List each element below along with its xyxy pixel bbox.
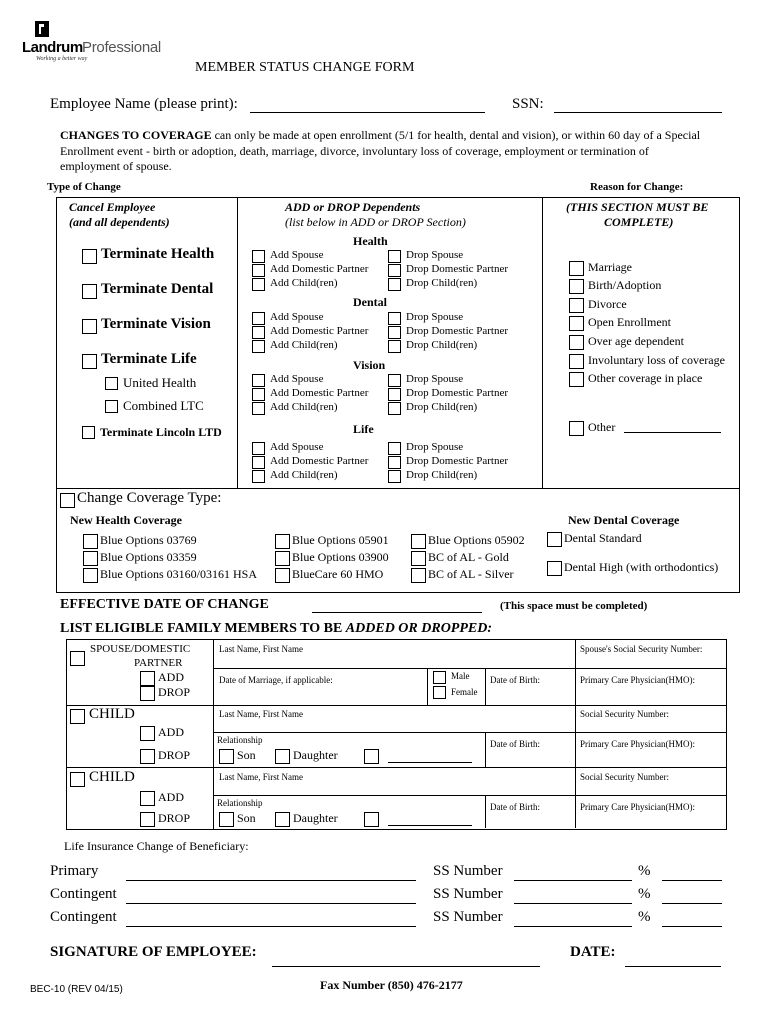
logo-mark-icon: [34, 20, 52, 40]
health-heading: Health: [353, 234, 388, 248]
spouse-female-checkbox[interactable]: [433, 686, 446, 699]
child2-drop-checkbox[interactable]: [140, 812, 155, 827]
bc-al-gold-checkbox[interactable]: [411, 551, 426, 566]
life-beneficiary-label: Life Insurance Change of Beneficiary:: [64, 839, 249, 853]
reason-other-field[interactable]: [624, 432, 721, 433]
reason-birth-label: Birth/Adoption: [588, 278, 662, 292]
health-add-dp-label: Add Domestic Partner: [270, 263, 369, 275]
health-drop-child-checkbox[interactable]: [388, 278, 401, 291]
bc-al-gold-label: BC of AL - Gold: [428, 550, 509, 564]
new-dental-heading: New Dental Coverage: [568, 513, 680, 527]
child1-add-checkbox[interactable]: [140, 726, 155, 741]
divider: [485, 795, 486, 828]
child1-relationship-label: Relationship: [217, 735, 263, 745]
dental-drop-dp-checkbox[interactable]: [388, 326, 401, 339]
reason-open-enrollment-checkbox[interactable]: [569, 316, 584, 331]
spouse-label-1: SPOUSE/DOMESTIC: [90, 643, 191, 655]
coverage-note-line1: can only be made at open enrollment (5/1 for health, dental and vision), or within 60 day of a Special: [211, 128, 701, 142]
combined-ltc-checkbox[interactable]: [105, 400, 118, 413]
life-add-dp-checkbox[interactable]: [252, 456, 265, 469]
health-drop-dp-checkbox[interactable]: [388, 264, 401, 277]
life-drop-spouse-checkbox[interactable]: [388, 442, 401, 455]
add-drop-h2: (list below in ADD or DROP Section): [285, 215, 466, 229]
health-add-child-checkbox[interactable]: [252, 278, 265, 291]
dental-add-child-checkbox[interactable]: [252, 340, 265, 353]
blue-options-05902-checkbox[interactable]: [411, 534, 426, 549]
bc-al-silver-label: BC of AL - Silver: [428, 567, 514, 581]
life-drop-spouse-label: Drop Spouse: [406, 441, 464, 453]
terminate-lincoln-label: Terminate Lincoln LTD: [100, 425, 222, 439]
employee-name-label: Employee Name (please print):: [50, 96, 238, 112]
change-coverage-label: Change Coverage Type:: [77, 490, 222, 506]
spouse-drop-checkbox[interactable]: [140, 686, 155, 701]
child2-relationship-label: Relationship: [217, 798, 263, 808]
employee-name-field[interactable]: [250, 112, 485, 113]
reason-involuntary-checkbox[interactable]: [569, 354, 584, 369]
primary-ss-field[interactable]: [514, 880, 632, 881]
health-add-dp-checkbox[interactable]: [252, 264, 265, 277]
reason-over-age-label: Over age dependent: [588, 334, 684, 348]
vision-drop-spouse-label: Drop Spouse: [406, 373, 464, 385]
effective-date-note: (This space must be completed): [500, 600, 648, 612]
divider: [575, 768, 576, 828]
life-add-child-checkbox[interactable]: [252, 470, 265, 483]
blue-options-03900-label: Blue Options 03900: [292, 550, 389, 564]
fax-number: Fax Number (850) 476-2177: [320, 978, 463, 992]
child2-add-label: ADD: [158, 790, 184, 804]
child2-daughter-checkbox[interactable]: [275, 812, 290, 827]
life-add-spouse-checkbox[interactable]: [252, 442, 265, 455]
life-drop-dp-checkbox[interactable]: [388, 456, 401, 469]
bc-al-silver-checkbox[interactable]: [411, 568, 426, 583]
primary-percent-label: %: [638, 863, 651, 879]
child1-name-label: Last Name, First Name: [219, 709, 303, 719]
terminate-dental-checkbox[interactable]: [82, 284, 97, 299]
contingent1-ss-field[interactable]: [514, 903, 632, 904]
reason-other-label: Other: [588, 420, 616, 434]
reason-other-coverage-label: Other coverage in place: [588, 371, 703, 385]
coverage-note-bold: CHANGES TO COVERAGE: [60, 128, 212, 142]
health-add-child-label: Add Child(ren): [270, 277, 338, 289]
coverage-note-line3: employment of spouse.: [60, 159, 172, 173]
blue-options-03359-label: Blue Options 03359: [100, 550, 197, 564]
child2-checkbox[interactable]: [70, 772, 85, 787]
spouse-ssn-label: Spouse's Social Security Number:: [580, 644, 703, 654]
cancel-col-h2: (and all dependents): [69, 215, 170, 229]
blue-options-05901-label: Blue Options 05901: [292, 533, 389, 547]
health-drop-child-label: Drop Child(ren): [406, 277, 478, 289]
child2-drop-label: DROP: [158, 811, 191, 825]
coverage-note-line2: Enrollment event - birth or adoption, death, marriage, divorce, involuntary loss of coverage, employment or termination of: [60, 143, 649, 158]
blue-options-03769-checkbox[interactable]: [83, 534, 98, 549]
dental-drop-spouse-label: Drop Spouse: [406, 311, 464, 323]
vision-drop-dp-checkbox[interactable]: [388, 388, 401, 401]
contingent1-name-field[interactable]: [126, 903, 416, 904]
united-health-checkbox[interactable]: [105, 377, 118, 390]
divider: [427, 668, 428, 705]
vision-add-child-checkbox[interactable]: [252, 402, 265, 415]
dental-standard-checkbox[interactable]: [547, 532, 562, 547]
vision-add-spouse-label: Add Spouse: [270, 373, 324, 385]
form-title: MEMBER STATUS CHANGE FORM: [195, 60, 415, 75]
cancel-col-h1: Cancel Employee: [69, 200, 156, 214]
child2-daughter-label: Daughter: [293, 811, 338, 825]
bluecare-60-checkbox[interactable]: [275, 568, 290, 583]
health-add-spouse-checkbox[interactable]: [252, 250, 265, 263]
reason-involuntary-label: Involuntary loss of coverage: [588, 353, 725, 367]
contingent1-ss-label: SS Number: [433, 886, 503, 902]
dental-add-spouse-label: Add Spouse: [270, 311, 324, 323]
effective-date-label: EFFECTIVE DATE OF CHANGE: [60, 597, 269, 612]
blue-options-hsa-label: Blue Options 03160/03161 HSA: [100, 567, 258, 581]
child1-drop-checkbox[interactable]: [140, 749, 155, 764]
dental-high-label: Dental High (with orthodontics): [564, 560, 719, 574]
blue-options-05902-label: Blue Options 05902: [428, 533, 525, 547]
divider: [67, 705, 726, 706]
primary-name-field[interactable]: [126, 880, 416, 881]
form-code: BEC-10 (REV 04/15): [30, 984, 123, 995]
spouse-drop-label: DROP: [158, 685, 191, 699]
terminate-dental-label: Terminate Dental: [101, 281, 214, 297]
vision-add-child-label: Add Child(ren): [270, 401, 338, 413]
divider: [67, 767, 726, 768]
contingent1-label: Contingent: [50, 886, 117, 902]
divider: [485, 668, 486, 705]
contingent2-percent-field[interactable]: [662, 926, 722, 927]
divider: [575, 706, 576, 767]
child1-daughter-checkbox[interactable]: [275, 749, 290, 764]
child1-drop-label: DROP: [158, 748, 191, 762]
divider: [237, 198, 238, 488]
logo-suffix: Professional: [82, 39, 161, 56]
terminate-vision-checkbox[interactable]: [82, 319, 97, 334]
dental-heading: Dental: [353, 295, 387, 309]
child2-ssn-label: Social Security Number:: [580, 772, 669, 782]
terminate-vision-label: Terminate Vision: [101, 316, 211, 332]
vision-drop-spouse-checkbox[interactable]: [388, 374, 401, 387]
contingent2-percent-label: %: [638, 909, 651, 925]
life-heading: Life: [353, 422, 374, 436]
child2-other-checkbox[interactable]: [364, 812, 379, 827]
vision-heading: Vision: [353, 358, 386, 372]
signature-field[interactable]: [272, 966, 540, 967]
vision-drop-child-label: Drop Child(ren): [406, 401, 478, 413]
date-field[interactable]: [625, 966, 721, 967]
reason-marriage-label: Marriage: [588, 260, 632, 274]
terminate-lincoln-checkbox[interactable]: [82, 426, 95, 439]
spouse-name-label: Last Name, First Name: [219, 644, 303, 654]
life-drop-dp-label: Drop Domestic Partner: [406, 455, 509, 467]
contingent1-percent-field[interactable]: [662, 903, 722, 904]
reason-other-coverage-checkbox[interactable]: [569, 372, 584, 387]
logo: [22, 20, 161, 64]
divider: [485, 732, 486, 767]
logo-tagline: Working a better way: [36, 56, 88, 62]
dental-drop-dp-label: Drop Domestic Partner: [406, 325, 509, 337]
child1-pcp-label: Primary Care Physician(HMO):: [580, 739, 695, 749]
reason-marriage-checkbox[interactable]: [569, 261, 584, 276]
health-drop-spouse-checkbox[interactable]: [388, 250, 401, 263]
contingent2-label: Contingent: [50, 909, 117, 925]
child2-son-label: Son: [237, 811, 256, 825]
effective-date-field[interactable]: [312, 612, 482, 613]
divider: [57, 488, 739, 489]
vision-add-dp-label: Add Domestic Partner: [270, 387, 369, 399]
dental-add-spouse-checkbox[interactable]: [252, 312, 265, 325]
contingent2-name-field[interactable]: [126, 926, 416, 927]
reason-for-change-label: Reason for Change:: [590, 181, 684, 193]
life-add-spouse-label: Add Spouse: [270, 441, 324, 453]
reason-birth-checkbox[interactable]: [569, 279, 584, 294]
combined-ltc-label: Combined LTC: [123, 398, 204, 413]
divider: [542, 198, 543, 488]
new-health-heading: New Health Coverage: [70, 513, 182, 527]
blue-options-03900-checkbox[interactable]: [275, 551, 290, 566]
reason-divorce-label: Divorce: [588, 297, 627, 311]
spouse-male-checkbox[interactable]: [433, 671, 446, 684]
spouse-checkbox[interactable]: [70, 651, 85, 666]
spouse-female-label: Female: [451, 687, 478, 697]
divider: [214, 732, 726, 733]
child1-other-field[interactable]: [388, 762, 472, 763]
list-eligible-emphasis: ADDED OR DROPPED:: [345, 621, 493, 636]
child2-dob-label: Date of Birth:: [490, 802, 540, 812]
dental-add-dp-checkbox[interactable]: [252, 326, 265, 339]
divider: [575, 640, 576, 705]
health-add-spouse-label: Add Spouse: [270, 249, 324, 261]
change-coverage-checkbox[interactable]: [60, 493, 75, 508]
date-label: DATE:: [570, 944, 616, 960]
contingent2-ss-field[interactable]: [514, 926, 632, 927]
ssn-label: SSN:: [512, 96, 544, 112]
child1-other-checkbox[interactable]: [364, 749, 379, 764]
child1-son-label: Son: [237, 748, 256, 762]
vision-drop-dp-label: Drop Domestic Partner: [406, 387, 509, 399]
blue-options-03769-label: Blue Options 03769: [100, 533, 197, 547]
logo-name: Landrum: [22, 39, 83, 56]
marriage-date-label: Date of Marriage, if applicable:: [219, 675, 333, 685]
spouse-pcp-label: Primary Care Physician(HMO):: [580, 675, 695, 685]
list-eligible-text: LIST ELIGIBLE FAMILY MEMBERS TO BE: [60, 621, 346, 636]
child1-ssn-label: Social Security Number:: [580, 709, 669, 719]
ssn-field[interactable]: [554, 112, 722, 113]
terminate-life-checkbox[interactable]: [82, 354, 97, 369]
divider: [214, 795, 726, 796]
list-eligible-heading: [60, 621, 492, 637]
spouse-add-checkbox[interactable]: [140, 671, 155, 686]
blue-options-05901-checkbox[interactable]: [275, 534, 290, 549]
reason-other-checkbox[interactable]: [569, 421, 584, 436]
terminate-health-checkbox[interactable]: [82, 249, 97, 264]
dental-drop-spouse-checkbox[interactable]: [388, 312, 401, 325]
dental-add-child-label: Add Child(ren): [270, 339, 338, 351]
child2-pcp-label: Primary Care Physician(HMO):: [580, 802, 695, 812]
child1-checkbox[interactable]: [70, 709, 85, 724]
terminate-life-label: Terminate Life: [101, 351, 197, 367]
child1-dob-label: Date of Birth:: [490, 739, 540, 749]
child1-son-checkbox[interactable]: [219, 749, 234, 764]
spouse-label-2: PARTNER: [134, 657, 183, 669]
primary-label: Primary: [50, 863, 99, 879]
life-add-child-label: Add Child(ren): [270, 469, 338, 481]
dental-drop-child-checkbox[interactable]: [388, 340, 401, 353]
contingent1-percent-label: %: [638, 886, 651, 902]
reason-col-h2: COMPLETE): [604, 215, 674, 229]
child1-label: CHILD: [89, 706, 135, 722]
united-health-label: United Health: [123, 375, 197, 390]
spouse-dob-label: Date of Birth:: [490, 675, 540, 685]
health-drop-dp-label: Drop Domestic Partner: [406, 263, 509, 275]
contingent2-ss-label: SS Number: [433, 909, 503, 925]
child1-daughter-label: Daughter: [293, 748, 338, 762]
primary-ss-label: SS Number: [433, 863, 503, 879]
reason-open-enrollment-label: Open Enrollment: [588, 315, 671, 329]
primary-percent-field[interactable]: [662, 880, 722, 881]
health-drop-spouse-label: Drop Spouse: [406, 249, 464, 261]
life-drop-child-checkbox[interactable]: [388, 470, 401, 483]
blue-options-03359-checkbox[interactable]: [83, 551, 98, 566]
terminate-health-label: Terminate Health: [101, 246, 215, 262]
reason-col-h1: (THIS SECTION MUST BE: [566, 200, 709, 214]
life-drop-child-label: Drop Child(ren): [406, 469, 478, 481]
spouse-add-label: ADD: [158, 670, 184, 684]
vision-add-dp-checkbox[interactable]: [252, 388, 265, 401]
divider: [214, 668, 726, 669]
signature-label: SIGNATURE OF EMPLOYEE:: [50, 944, 257, 960]
reason-divorce-checkbox[interactable]: [569, 298, 584, 313]
vision-add-spouse-checkbox[interactable]: [252, 374, 265, 387]
add-drop-h1: ADD or DROP Dependents: [285, 200, 421, 214]
dental-high-checkbox[interactable]: [547, 561, 562, 576]
life-add-dp-label: Add Domestic Partner: [270, 455, 369, 467]
vision-drop-child-checkbox[interactable]: [388, 402, 401, 415]
type-of-change-label: Type of Change: [47, 181, 121, 193]
child1-add-label: ADD: [158, 725, 184, 739]
child2-other-field[interactable]: [388, 825, 472, 826]
bluecare-60-label: BlueCare 60 HMO: [292, 567, 384, 581]
spouse-male-label: Male: [451, 671, 470, 681]
dental-standard-label: Dental Standard: [564, 531, 642, 545]
reason-over-age-checkbox[interactable]: [569, 335, 584, 350]
dental-add-dp-label: Add Domestic Partner: [270, 325, 369, 337]
dental-drop-child-label: Drop Child(ren): [406, 339, 478, 351]
coverage-note: [60, 128, 740, 175]
child2-label: CHILD: [89, 769, 135, 785]
child2-name-label: Last Name, First Name: [219, 772, 303, 782]
child2-son-checkbox[interactable]: [219, 812, 234, 827]
blue-options-hsa-checkbox[interactable]: [83, 568, 98, 583]
child2-add-checkbox[interactable]: [140, 791, 155, 806]
